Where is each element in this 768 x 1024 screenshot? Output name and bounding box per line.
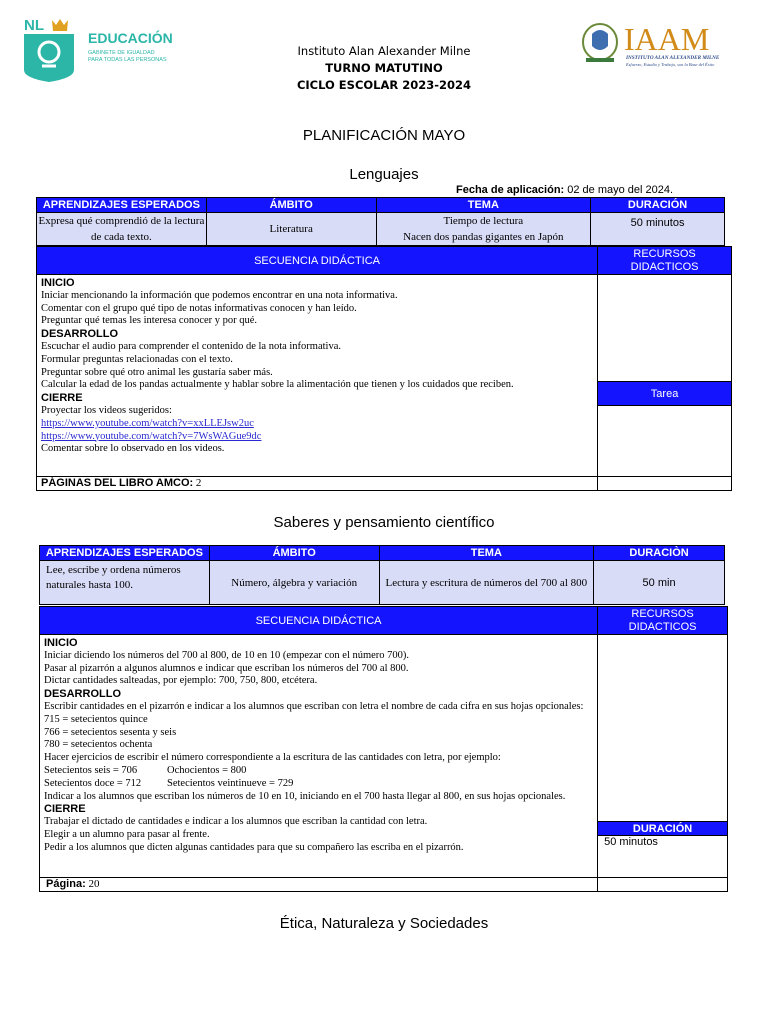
subject-saberes: Saberes y pensamiento científico — [273, 514, 495, 531]
ambito-value: Literatura — [206, 213, 376, 246]
ambito-value: Número, álgebra y variación — [209, 561, 379, 605]
pair-right: Ochocientos = 800 — [167, 764, 247, 776]
inicio-line: Dictar cantidades salteadas, por ejemplo: 700, 750, 800, etcétera. — [44, 675, 318, 687]
example-line: 780 = setecientos ochenta — [44, 739, 153, 751]
video-link-2[interactable]: https://www.youtube.com/watch?v=7WsWAGue9dc — [41, 430, 262, 442]
date-label: Fecha de aplicación: — [456, 184, 565, 196]
desarrollo-heading: DESARROLLO — [44, 688, 121, 701]
pair-right: Setecientos veintinueve = 729 — [167, 777, 294, 789]
iaam-subtitle: INSTITUTO ALAN ALEXANDER MILNE — [626, 55, 720, 61]
desarrollo-line: Hacer ejercicios de escribir el número correspondiente a la escritura de las cantidades con letra, por ejemplo: — [44, 752, 501, 764]
lenguajes-sequence-table — [36, 246, 732, 491]
paginas-row — [37, 477, 598, 491]
education-word: EDUCACIÓN — [88, 30, 173, 46]
tarea-cell — [598, 406, 732, 477]
tema-value — [376, 213, 591, 246]
saberes-header-table — [39, 545, 725, 605]
paginas-label: PÁGINAS DEL LIBRO AMCO: — [41, 477, 194, 489]
desarrollo-line: Preguntar sobre qué otro animal les gustaría saber más. — [41, 366, 273, 378]
inicio-line: Pasar al pizarrón a algunos alumnos e indicar que escriban los números del 700 al 800. — [44, 662, 409, 674]
subject-lenguajes: Lenguajes — [349, 166, 419, 183]
col-ambito: ÁMBITO — [206, 198, 376, 213]
logo-tagline-1: GABINETE DE IGUALDAD — [88, 50, 155, 56]
pair-left: Setecientos doce = 712 — [44, 777, 142, 789]
tema-value: Lectura y escritura de números del 700 al 800 — [379, 561, 594, 605]
col-duracion: DURACIÒN — [594, 546, 725, 561]
aprendizaje-value: Expresa qué comprendió de la lectura de cada texto. — [37, 213, 207, 246]
pair-line — [44, 765, 593, 778]
application-date — [456, 184, 673, 196]
saberes-sequence-table — [39, 606, 728, 892]
example-line: 766 = setecientos sesenta y seis — [44, 726, 177, 738]
pair-line — [44, 778, 593, 791]
duracion-side-value: 50 minutos — [598, 836, 728, 878]
subject-etica: Ética, Naturaleza y Sociedades — [279, 915, 489, 932]
cierre-line: Elegir a un alumno para pasar al frente. — [44, 828, 210, 840]
duracion-value: 50 minutos — [591, 213, 725, 246]
col-aprendizajes: APRENDIZAJES ESPERADOS — [40, 546, 210, 561]
logo-tagline-2: PARA TODAS LAS PERSONAS — [88, 57, 167, 63]
desarrollo-line: Escribir cantidades en el pizarrón e indicar a los alumnos que escriban con letra el nombre de cada cifra en sus hojas opcionales: — [44, 700, 584, 712]
desarrollo-heading: DESARROLLO — [41, 328, 118, 341]
aprendizaje-value: Lee, escribe y ordena números naturales hasta 100. — [40, 561, 210, 605]
recursos-cell — [598, 635, 728, 822]
cierre-line: Trabajar el dictado de cantidades e indicar a los alumnos que escriban la cantidad con letra. — [44, 816, 428, 828]
pagina-row — [40, 878, 598, 892]
pagina-label: Página: — [46, 878, 86, 890]
cierre-line: Pedir a los alumnos que dicten algunas cantidades para que su compañero las escriba en el pizarrón. — [44, 841, 464, 853]
desarrollo-line: Calcular la edad de los pandas actualmente y hablar sobre la alimentación que tienen y los cuidados que reciben. — [41, 379, 514, 391]
video-link-1[interactable]: https://www.youtube.com/watch?v=xxLLEJsw2uc — [41, 417, 254, 429]
pagina-empty — [598, 878, 728, 892]
inicio-line: Preguntar qué temas les interesa conocer y por qué. — [41, 315, 258, 327]
iaam-motto: Esfuerzo, Estudio y Trabajo, son la Base del Éxito — [626, 62, 715, 67]
shift-label: TURNO MATUTINO — [325, 61, 443, 75]
date-value: 02 de mayo del 2024. — [564, 184, 674, 196]
inicio-heading: INICIO — [44, 637, 78, 649]
institution-name: Instituto Alan Alexander Milne — [297, 44, 471, 58]
page-title: PLANIFICACIÓN MAYO — [302, 127, 466, 144]
recursos-cell — [598, 275, 732, 382]
desarrollo-line: Indicar a los alumnos que escriban los números de 10 en 10, iniciando en el 700 hasta llegar al 800, en sus hojas opcionales. — [44, 790, 566, 802]
example-line: 715 = setecientos quince — [44, 713, 148, 725]
duracion-header: DURACIÓN — [598, 822, 728, 836]
col-ambito: ÁMBITO — [209, 546, 379, 561]
cierre-line: Proyectar los videos sugeridos: — [41, 404, 172, 416]
recursos-header: RECURSOS DIDACTICOS — [598, 607, 728, 635]
crown-icon — [52, 19, 68, 31]
lenguajes-header-table — [36, 197, 725, 246]
iaam-logo — [580, 20, 750, 68]
desarrollo-line: Escuchar el audio para comprender el contenido de la nota informativa. — [41, 340, 341, 352]
secuencia-header: SECUENCIA DIDÁCTICA — [40, 607, 598, 635]
secuencia-content — [37, 275, 598, 477]
cierre-heading: CIERRE — [41, 392, 83, 405]
inicio-line: Iniciar diciendo los números del 700 al 800, de 10 en 10 (empezar con el número 700). — [44, 649, 410, 661]
tema-line-2: Nacen dos pandas gigantes en Japón — [403, 231, 564, 243]
duracion-value: 50 min — [594, 561, 725, 605]
pagina-value: 20 — [85, 878, 100, 890]
cierre-heading: CIERRE — [44, 803, 86, 816]
secuencia-header: SECUENCIA DIDÁCTICA — [37, 247, 598, 275]
school-year: CICLO ESCOLAR 2023-2024 — [296, 78, 472, 92]
col-tema: TEMA — [376, 198, 591, 213]
paginas-value: 2 — [193, 477, 202, 489]
recursos-header: RECURSOS DIDACTICOS — [598, 247, 732, 275]
iaam-letters: IAAM — [624, 21, 710, 57]
inicio-heading: INICIO — [41, 277, 75, 289]
col-aprendizajes: APRENDIZAJES ESPERADOS — [37, 198, 207, 213]
inicio-line: Iniciar mencionando la información que podemos encontrar en una nota informativa. — [41, 289, 398, 301]
cierre-line: Comentar sobre lo observado en los videos. — [41, 443, 225, 455]
tarea-header: Tarea — [598, 382, 732, 406]
inicio-line: Comentar con el grupo qué tipo de notas informativas conocen y han leído. — [41, 302, 357, 314]
pair-left: Setecientos seis = 706 — [44, 764, 138, 776]
col-duracion: DURACIÓN — [591, 198, 725, 213]
desarrollo-line: Formular preguntas relacionadas con el texto. — [41, 353, 233, 365]
nl-letters: NL — [24, 17, 44, 34]
paginas-empty — [598, 477, 732, 491]
secuencia-content — [40, 635, 598, 878]
col-tema: TEMA — [379, 546, 594, 561]
tema-line-1: Tiempo de lectura — [443, 215, 524, 227]
